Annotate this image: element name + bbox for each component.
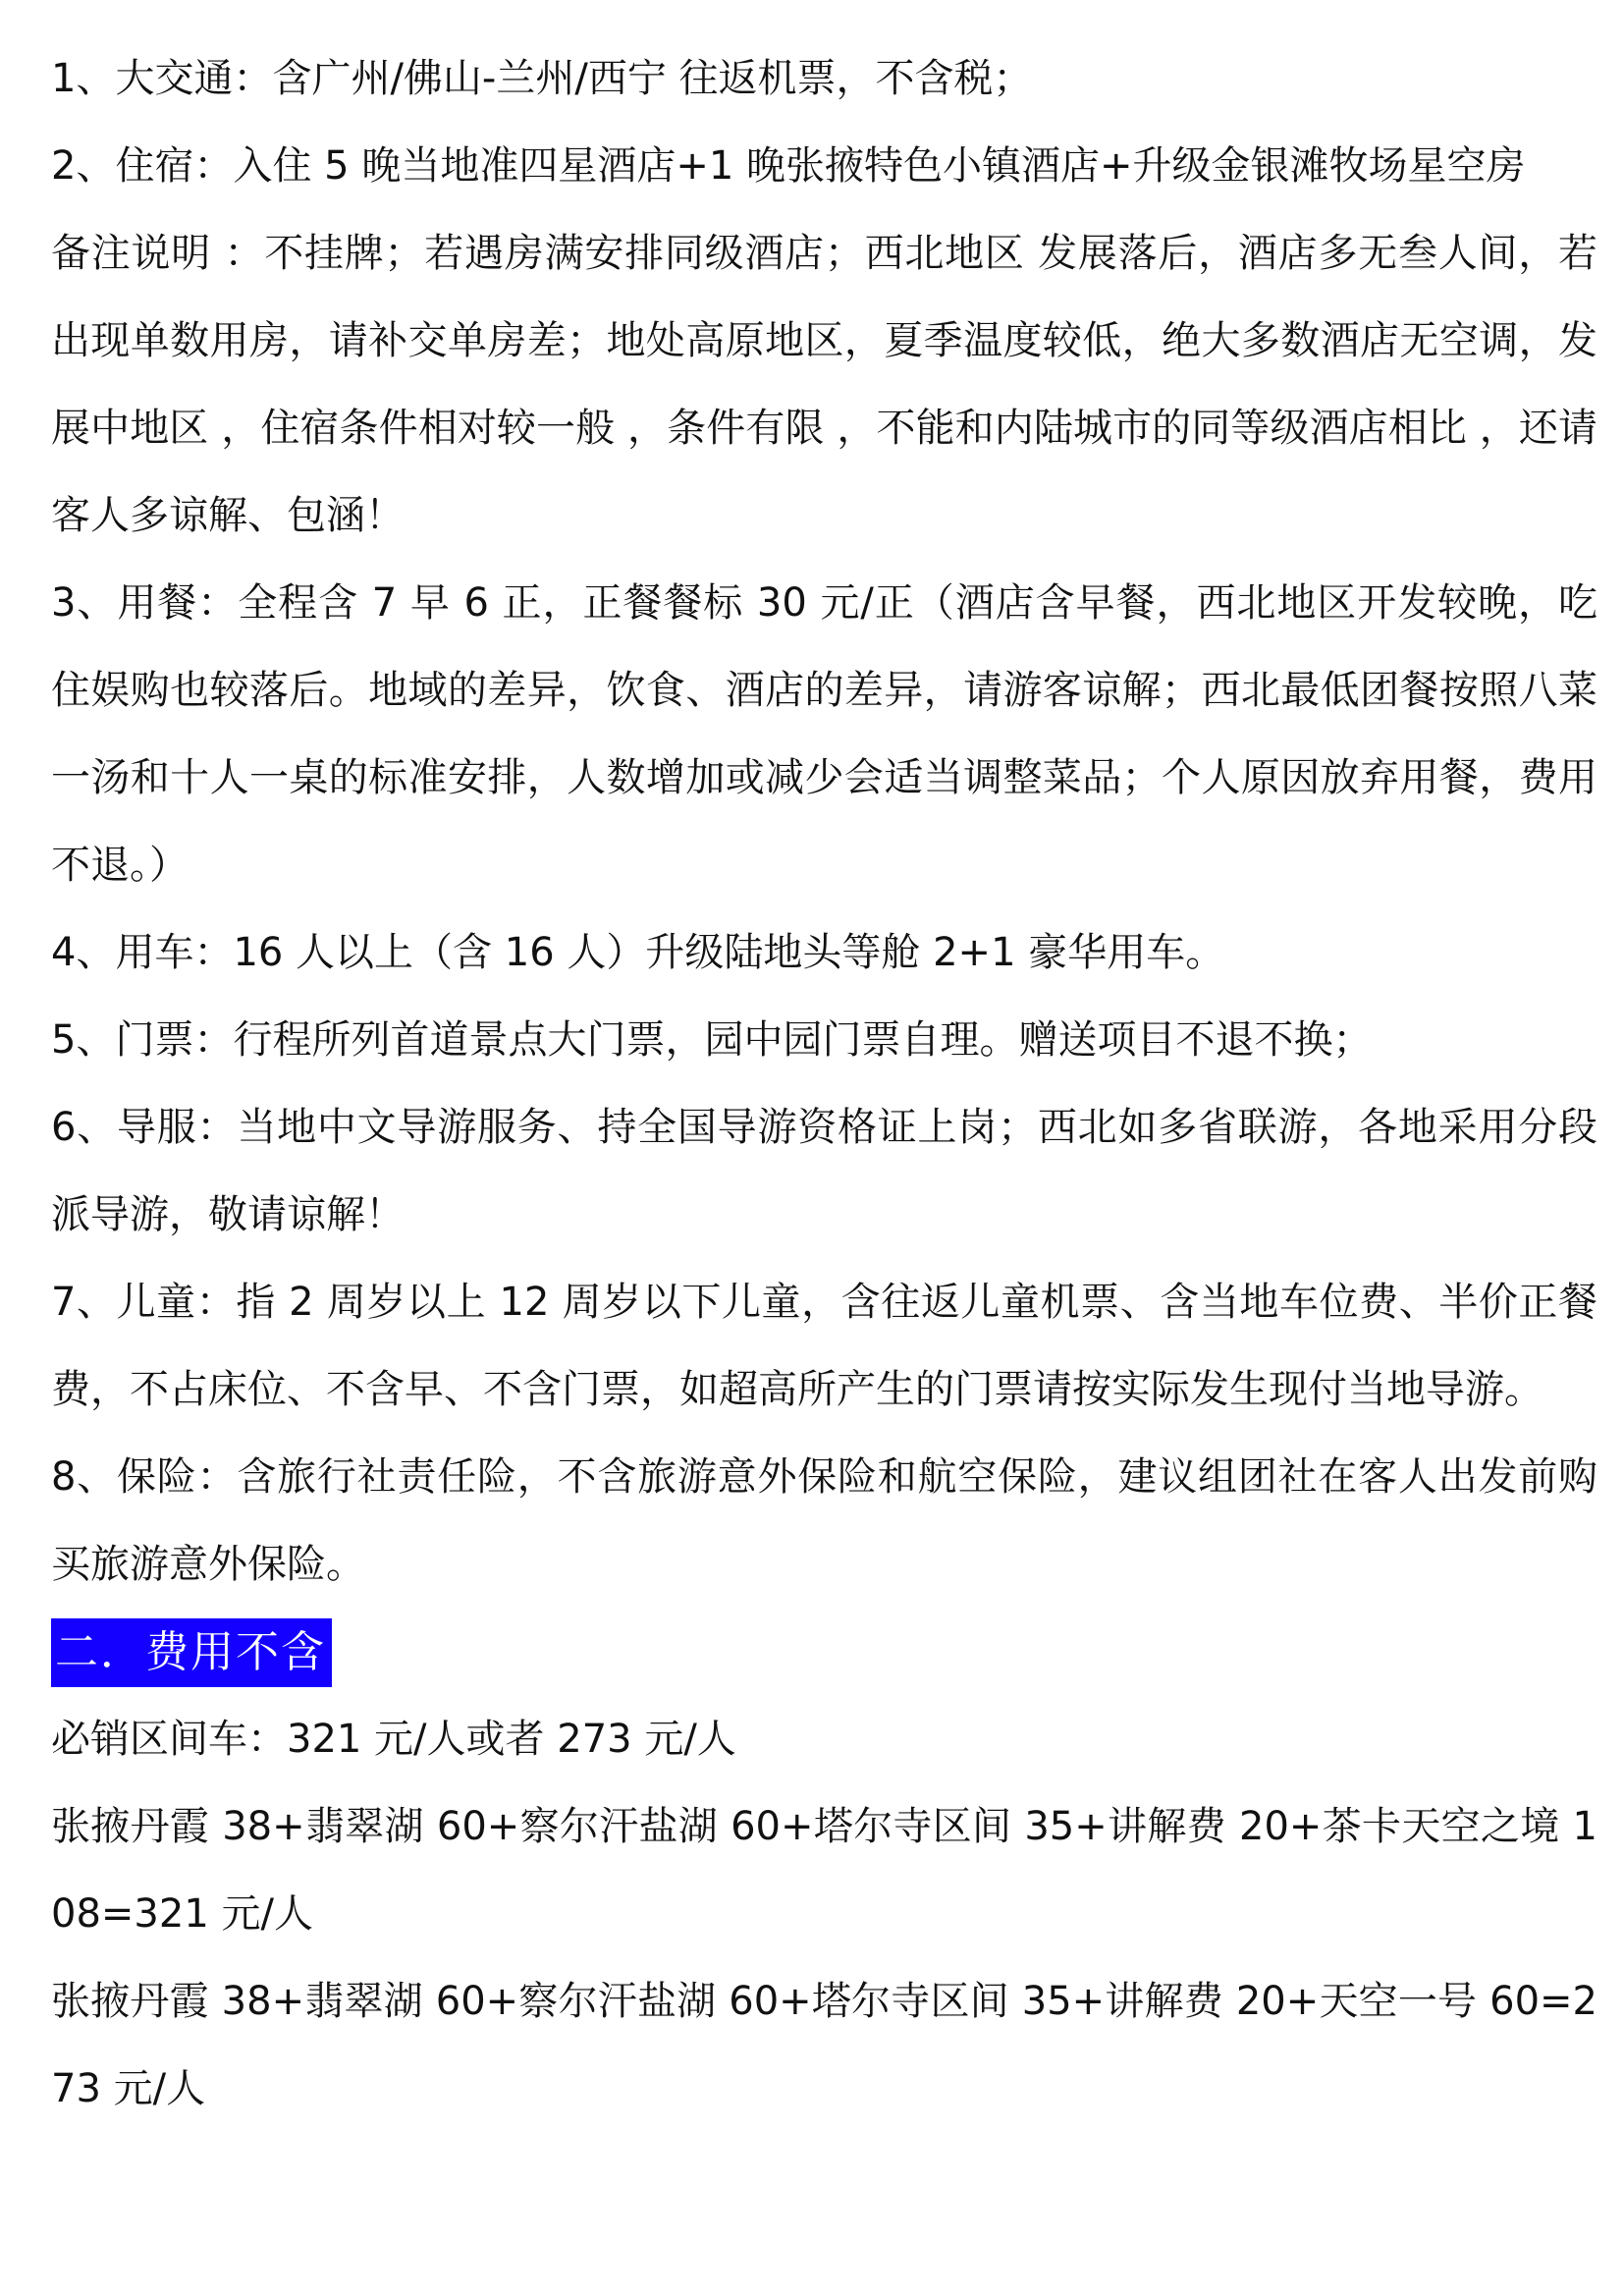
section-heading-label: 二．费用不含 [51, 1618, 332, 1687]
item-children: 7、儿童：指 2 周岁以上 12 周岁以下儿童，含往返儿童机票、含当地车位费、半价正餐费，不占床位、不含早、不含门票，如超高所产生的门票请按实际发生现付当地导游。 [51, 1280, 1597, 1412]
item-transport: 1、大交通：含广州/佛山-兰州/西宁 往返机票，不含税； [51, 56, 1033, 101]
shuttle-option-273: 张掖丹霞 38+翡翠湖 60+察尔汗盐湖 60+塔尔寺区间 35+讲解费 20+天空一号 60=273 元/人 [51, 1979, 1597, 2111]
item-insurance: 8、保险：含旅行社责任险，不含旅游意外保险和航空保险，建议组团社在客人出发前购买旅游意外保险。 [51, 1454, 1597, 1587]
shuttle-option-321: 张掖丹霞 38+翡翠湖 60+察尔汗盐湖 60+塔尔寺区间 35+讲解费 20+茶卡天空之境 108=321 元/人 [51, 1804, 1597, 1937]
item-meals: 3、用餐：全程含 7 早 6 正，正餐餐标 30 元/正（酒店含早餐，西北地区开发较晚，吃住娱购也较落后。地域的差异，饮食、酒店的差异，请游客谅解；西北最低团餐按照八菜一汤和十人一桌的标准安排，人数增加或减少会适当调整菜品；个人原因放弃用餐，费用不退。） [51, 580, 1597, 888]
item-accommodation: 2、住宿：入住 5 晚当地准四星酒店+1 晚张掖特色小镇酒店+升级金银滩牧场星空房 [51, 143, 1526, 189]
accommodation-remarks: 备注说明 ：不挂牌；若遇房满安排同级酒店；西北地区 发展落后，酒店多无叁人间，若出现单数用房，请补交单房差；地处高原地区，夏季温度较低，绝大多数酒店无空调，发展中地区 ，住宿条件相对较一般 ，条件有限 ，不能和内陆城市的同等级酒店相比 ，还请客人多谅解、包涵！ [51, 231, 1597, 538]
item-vehicle: 4、用车：16 人以上（含 16 人）升级陆地头等舱 2+1 豪华用车。 [51, 930, 1225, 975]
item-guide: 6、导服：当地中文导游服务、持全国导游资格证上岗；西北如多省联游，各地采用分段派导游，敬请谅解！ [51, 1105, 1597, 1237]
mandatory-shuttle: 必销区间车：321 元/人或者 273 元/人 [51, 1717, 736, 1762]
document-page [51, 35, 1597, 2133]
section-heading-excluded [51, 1609, 1597, 1696]
item-tickets: 5、门票：行程所列首道景点大门票，园中园门票自理。赠送项目不退不换； [51, 1017, 1373, 1063]
